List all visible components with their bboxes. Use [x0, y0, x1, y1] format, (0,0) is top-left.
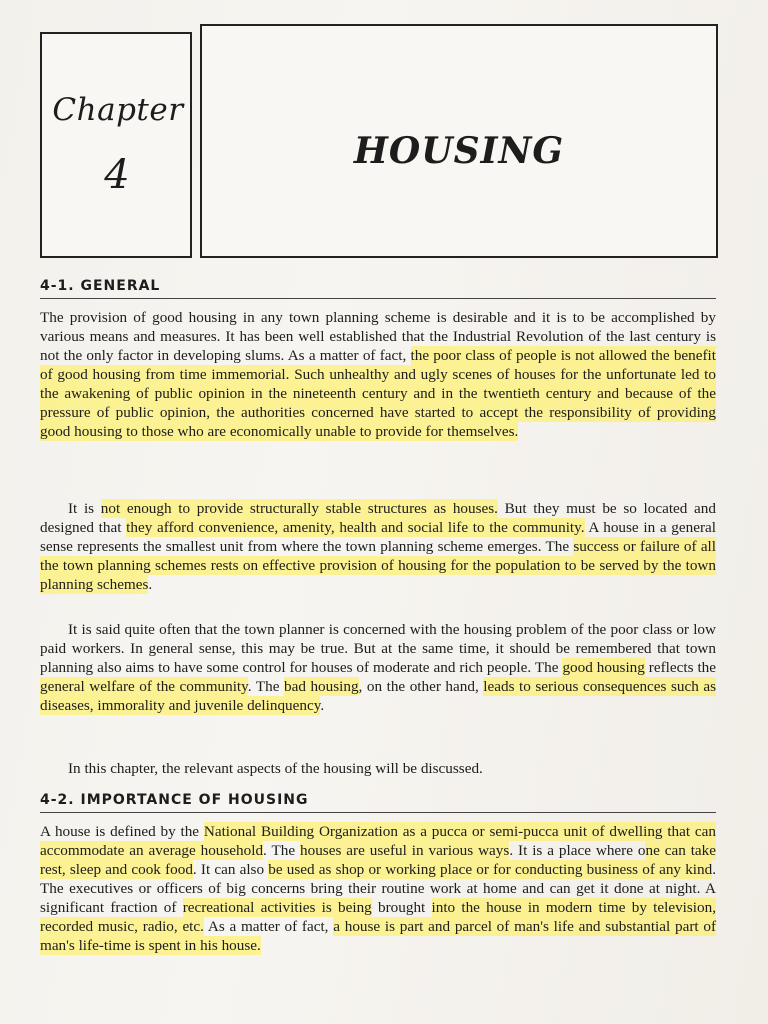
- chapter-label: Chapter: [52, 92, 184, 128]
- text-run: In this chapter, the relevant aspects of the housing will be discussed.: [68, 760, 483, 777]
- chapter-number: 4: [104, 152, 130, 198]
- section-heading-text: 4-1. GENERAL: [40, 278, 161, 294]
- highlighted-text: National Building Organization as a pucca or semi-pucca unit of dwelling that can accommodate an average household: [40, 823, 716, 859]
- highlighted-text: houses are useful in various ways: [300, 842, 510, 859]
- paragraph: [40, 499, 716, 594]
- highlighted-text: they afford convenience, amenity, health and social life to the community.: [126, 519, 585, 536]
- text-run: As a matter of fact,: [203, 918, 334, 935]
- text-run: .: [148, 576, 153, 593]
- section-heading-text: 4-2. IMPORTANCE OF HOUSING: [40, 792, 309, 808]
- text-run: It is: [68, 500, 101, 517]
- text-run: A house is defined by the: [40, 823, 204, 840]
- highlighted-text: not enough to provide structurally stable structures as houses.: [100, 500, 498, 517]
- highlighted-text: bad housing: [283, 678, 359, 695]
- text-run: A house in a general sense represents the smallest unit from where the town planning scheme emerges. The: [40, 519, 716, 555]
- highlighted-text: good housing: [562, 659, 645, 676]
- paragraph: [40, 620, 716, 715]
- highlighted-text: be used as shop or working place or for conducting business of any kind: [268, 861, 713, 878]
- section-heading-importance: [40, 786, 716, 813]
- highlighted-text: a house is part and parcel of man's life and substantial part of man's life-time is spent in his house.: [40, 918, 717, 954]
- highlighted-text: general welfare of the community: [40, 678, 248, 695]
- paragraph: [40, 759, 716, 778]
- text-run: , on the other hand,: [358, 678, 484, 695]
- highlighted-text: leads to serious consequences such as diseases, immorality and juvenile delinquency: [40, 678, 717, 714]
- chapter-box: [40, 32, 192, 258]
- text-run: . The executives or officers of big concerns bring their routine work at home and can get it done at night. A significant fraction of: [40, 861, 716, 916]
- text-run: The provision of good housing in any town planning scheme is desirable and it is to be accomplished by various means and measures. It has been well established that the Industrial Revolution of the last century is not the only factor in developing slums. As a matter of fact,: [40, 309, 716, 364]
- title-box: [200, 24, 718, 258]
- highlighted-text: success or failure of all the town planning schemes rests on effective provision of housing for the population to be served by the town planning schemes: [40, 538, 716, 593]
- text-run: . The: [247, 678, 284, 695]
- text-run: . It can also: [192, 861, 269, 878]
- text-run: . The: [263, 842, 301, 859]
- highlighted-text: ne can take rest, sleep and cook food: [40, 842, 716, 878]
- text-run: . It is a place where o: [509, 842, 646, 859]
- paragraph: [40, 822, 716, 955]
- highlighted-text: recreational activities is being: [182, 899, 372, 916]
- highlighted-text: into the house in modern time by television, recorded music, radio, etc.: [40, 899, 716, 935]
- text-run: It is said quite often that the town planner is concerned with the housing problem of the poor class or low paid workers. In general sense, this may be true. But at the same time, it should be remembered that town planning also aims to have some control for houses of moderate and rich people. The: [40, 621, 716, 676]
- section-heading-general: [40, 272, 716, 299]
- text-run: .: [320, 697, 325, 714]
- chapter-title: HOUSING: [353, 130, 565, 172]
- text-run: reflects the: [644, 659, 716, 676]
- paragraph: [40, 308, 716, 441]
- text-run: But they must be so located and designed that: [40, 500, 716, 536]
- text-run: brought: [371, 899, 432, 916]
- highlighted-text: the poor class of people is not allowed the benefit of good housing from time immemorial. Such unhealthy and ugly scenes of houses for the unfortunate led to the awakening of public opinion in the nineteenth century and in the twentieth century and because of the pressure of public opinion, the authorities concerned have started to accept the responsibility of providing good housing to those who are economically unable to provide for themselves.: [40, 347, 716, 440]
